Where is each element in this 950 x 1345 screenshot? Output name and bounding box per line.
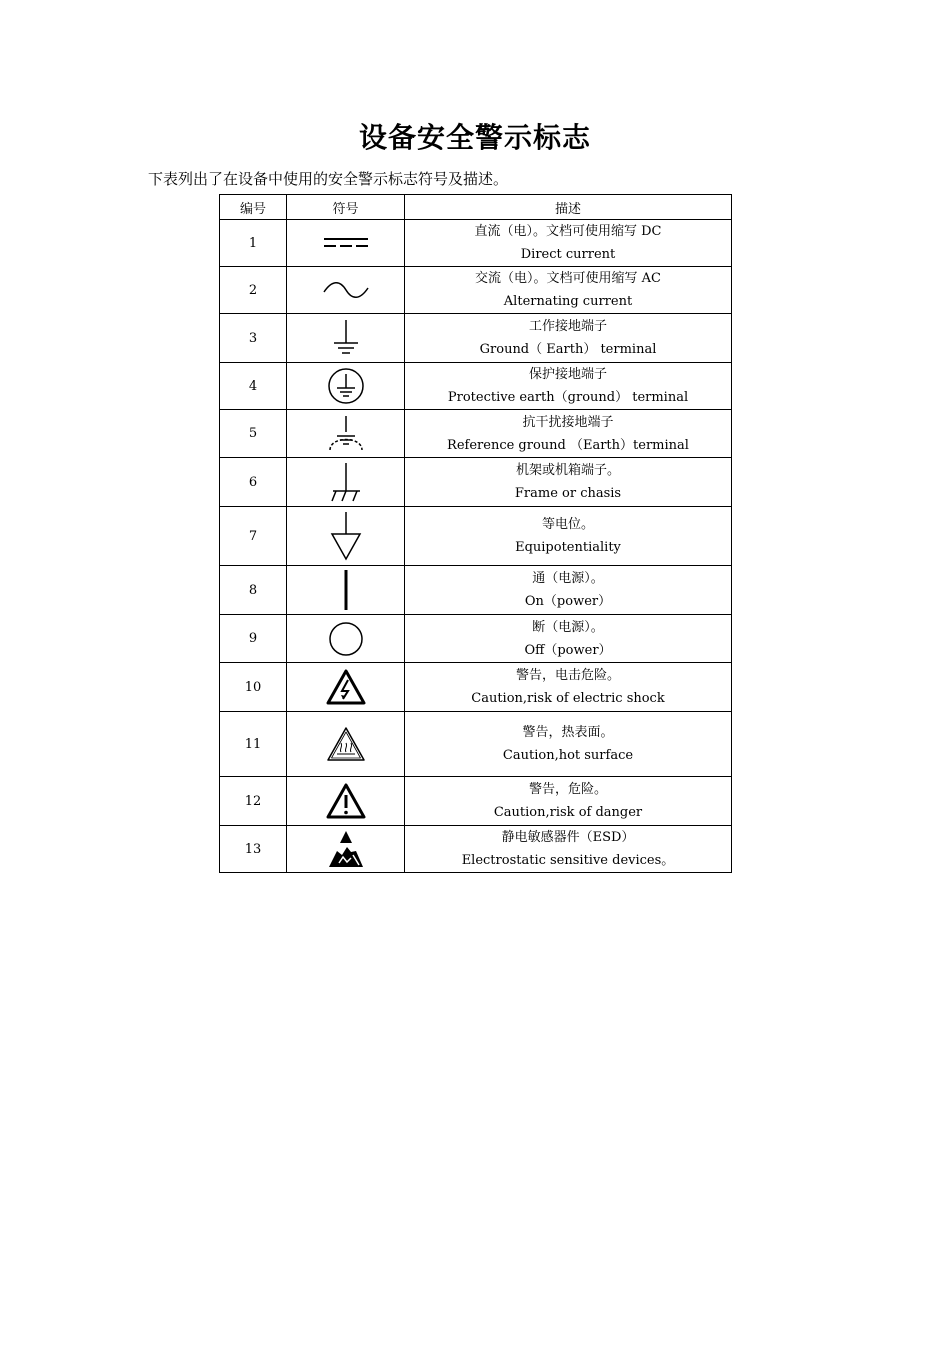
row-number: 10 [220,663,287,712]
table-row [220,507,732,566]
table-row [220,267,732,314]
symbol-cell [287,507,405,566]
chassis-icon [326,461,366,503]
esd-icon [325,829,367,869]
description-cn: 等电位。 [541,517,594,532]
dc-icon [316,231,376,255]
row-number: 11 [220,712,287,777]
table-header-row [220,195,732,220]
symbol-cell [287,220,405,267]
description-cell [405,314,732,363]
ground-icon [326,318,366,358]
row-number: 13 [220,826,287,873]
description-en: On（power） [524,594,612,609]
header-symbol: 符号 [287,195,405,220]
intro-text: 下表列出了在设备中使用的安全警示标志符号及描述。 [148,170,509,188]
description-en: Caution,risk of electric shock [471,691,665,706]
description-en: Equipotentiality [515,540,621,555]
symbol-cell [287,363,405,410]
row-number: 4 [220,363,287,410]
table-row [220,566,732,615]
row-number: 5 [220,410,287,458]
description-cn: 保护接地端子 [528,367,607,382]
header-description: 描述 [405,195,732,220]
reference-ground-icon [326,414,366,454]
symbol-cell [287,777,405,826]
description-cell [405,458,732,507]
table-row [220,458,732,507]
power-on-icon [336,568,356,612]
table-row [220,314,732,363]
table-row [220,363,732,410]
row-number: 8 [220,566,287,615]
description-cell [405,507,732,566]
description-en: Off（power） [524,642,612,658]
symbol-cell [287,314,405,363]
description-cn: 断（电源）。 [532,619,604,635]
description-cell [405,663,732,712]
description-cn: 警告，危险。 [528,782,607,797]
danger-warning-icon [325,782,367,820]
description-cn: 警告，电击危险。 [515,668,620,683]
description-cell [405,267,732,314]
description-cn: 工作接地端子 [528,319,607,334]
table-row [220,410,732,458]
symbol-cell [287,458,405,507]
description-cn: 直流（电）。文档可使用缩写 DC [474,224,662,239]
row-number: 2 [220,267,287,314]
symbol-cell [287,566,405,615]
description-en: Electrostatic sensitive devices。 [461,853,675,868]
description-cell [405,712,732,777]
row-number: 9 [220,615,287,663]
description-cn: 静电敏感器件（ESD） [501,830,635,845]
power-off-icon [326,619,366,659]
description-cn: 警告，热表面。 [522,725,614,740]
description-en: Alternating current [503,294,633,309]
description-cell [405,410,732,458]
row-number: 6 [220,458,287,507]
table-row [220,220,732,267]
page-title: 设备安全警示标志 [358,121,591,154]
table-row [220,712,732,777]
symbol-cell [287,410,405,458]
symbol-cell [287,712,405,777]
table-row [220,663,732,712]
safety-symbols-table [219,194,732,873]
description-cell [405,363,732,410]
symbol-cell [287,826,405,873]
description-cn: 通（电源）。 [532,571,604,586]
table-row [220,826,732,873]
description-en: Protective earth（ground） terminal [447,390,689,405]
description-en: Ground（ Earth） terminal [479,342,657,357]
symbol-cell [287,615,405,663]
description-en: Caution,hot surface [502,748,634,763]
equipotential-icon [326,510,366,562]
protective-earth-icon [326,366,366,406]
table-row [220,777,732,826]
description-cell [405,826,732,873]
description-en: Reference ground （Earth）terminal [447,437,689,453]
ac-icon [316,278,376,302]
description-en: Caution,risk of danger [493,805,643,820]
hot-surface-warning-icon [325,725,367,763]
symbol-cell [287,663,405,712]
description-cell [405,615,732,663]
row-number: 3 [220,314,287,363]
header-number: 编号 [220,195,287,220]
description-cn: 抗干扰接地端子 [522,414,614,430]
row-number: 1 [220,220,287,267]
description-cell [405,777,732,826]
description-cell [405,566,732,615]
row-number: 7 [220,507,287,566]
description-en: Direct current [520,247,616,262]
row-number: 12 [220,777,287,826]
description-cell [405,220,732,267]
table-row [220,615,732,663]
description-cn: 机架或机箱端子。 [515,463,620,478]
symbol-cell [287,267,405,314]
description-cn: 交流（电）。文档可使用缩写 AC [475,271,661,286]
electric-shock-warning-icon [325,668,367,706]
description-en: Frame or chasis [514,486,622,501]
